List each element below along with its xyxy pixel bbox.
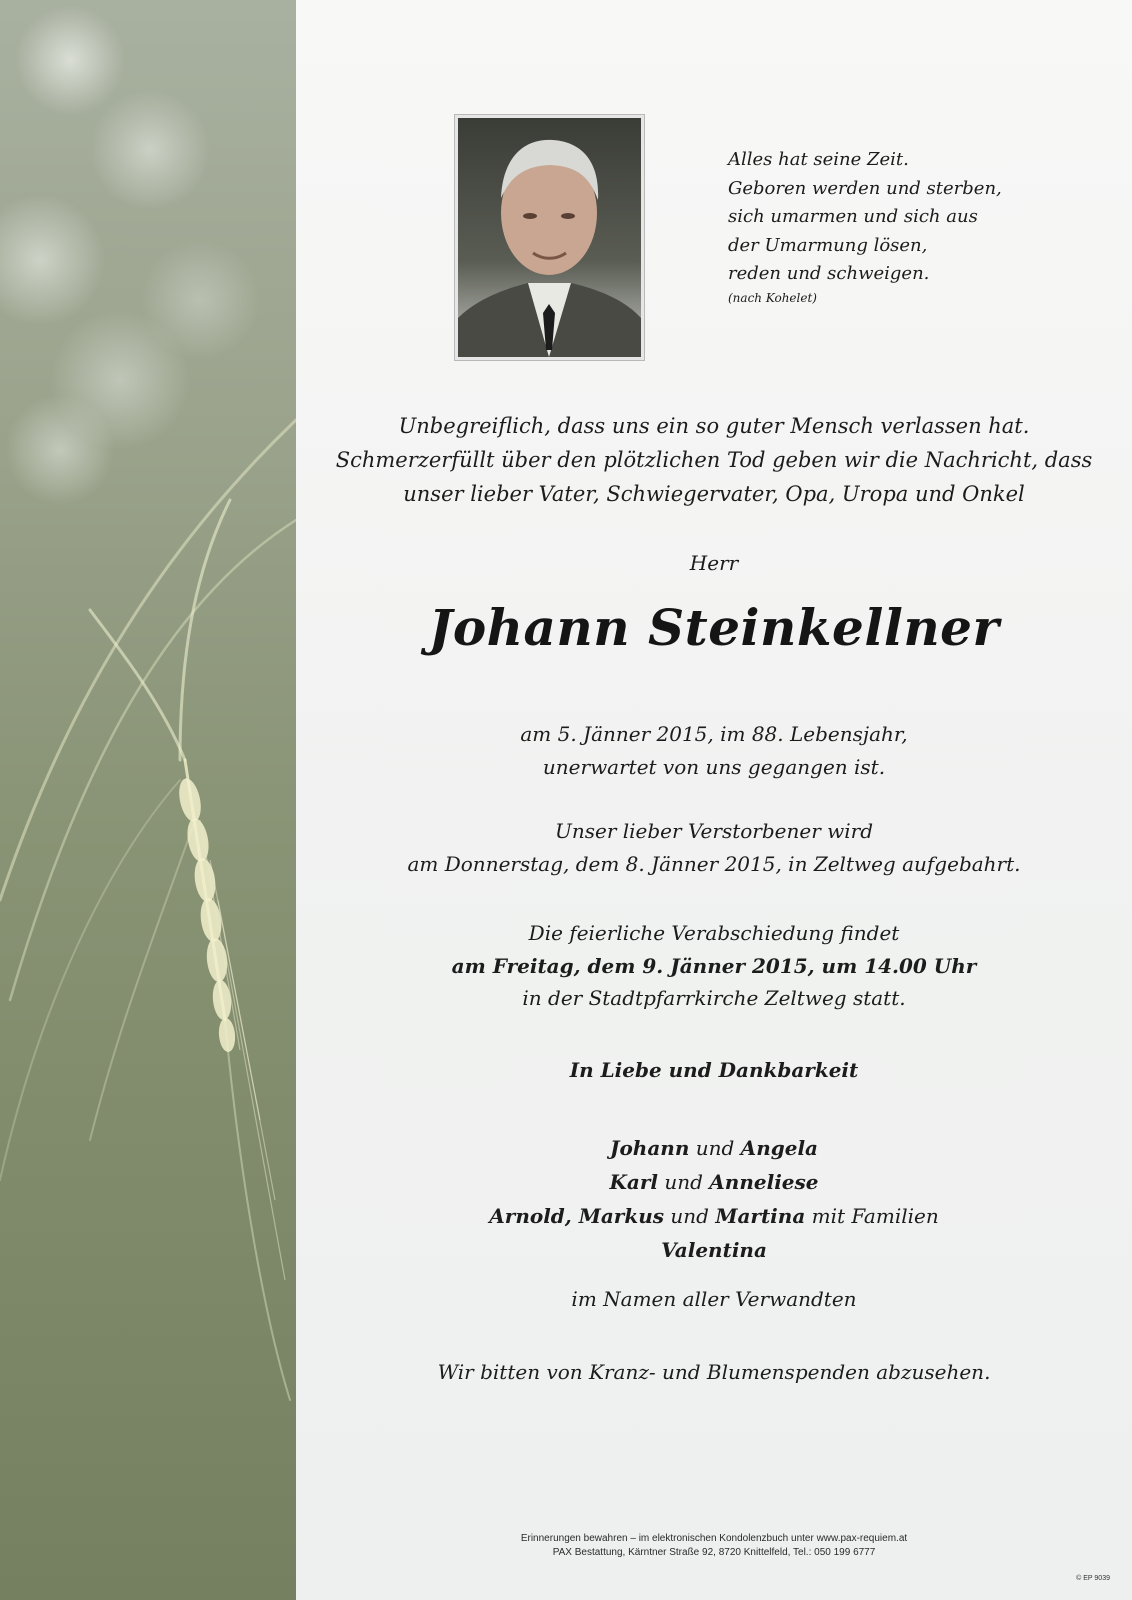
death-line: unerwartet von uns gegangen ist. <box>542 754 886 779</box>
salutation: Herr <box>689 551 739 575</box>
motto-line: Geboren werden und sterben, <box>728 177 1002 199</box>
family-list <box>296 1131 1132 1267</box>
gratitude-heading: In Liebe und Dankbarkeit <box>569 1058 859 1082</box>
farewell-line: Die feierliche Verabschiedung findet <box>528 921 900 945</box>
family-name: Angela <box>740 1136 818 1160</box>
intro-line: Schmerzerfüllt über den plötzlichen Tod geben wir die Nachricht, dass <box>335 448 1093 472</box>
family-connector: und <box>670 1204 709 1228</box>
family-name: Anneliese <box>709 1170 819 1194</box>
farewell-date-line: am Freitag, dem 9. Jänner 2015, um 14.00 Uhr <box>451 953 977 978</box>
family-name: Arnold, Markus <box>489 1204 665 1228</box>
death-line: am 5. Jänner 2015, im 88. Lebensjahr, <box>520 722 908 746</box>
footer-address-line: PAX Bestattung, Kärntner Straße 92, 8720 Knittelfeld, Tel.: 050 199 6777 <box>552 1547 876 1558</box>
footer-condolence-line: Erinnerungen bewahren – im elektronischen Kondolenzbuch unter www.pax-requiem.at <box>520 1533 908 1544</box>
viewing-line: am Donnerstag, dem 8. Jänner 2015, in Zeltweg aufgebahrt. <box>407 852 1021 876</box>
family-row <box>296 1233 1132 1267</box>
donation-request: Wir bitten von Kranz- und Blumenspenden abzusehen. <box>437 1360 991 1384</box>
barley-ear-illustration <box>0 0 296 1600</box>
decorative-side-panel <box>0 0 296 1600</box>
death-notice <box>296 718 1132 783</box>
viewing-line: Unser lieber Verstorbener wird <box>555 819 873 843</box>
farewell-line: in der Stadtpfarrkirche Zeltweg statt. <box>522 986 906 1010</box>
portrait-photo <box>454 114 645 361</box>
family-name: Johann <box>609 1136 690 1160</box>
document-code: © EP 9039 <box>1076 1575 1110 1582</box>
family-connector: und <box>664 1170 703 1194</box>
motto-quote <box>728 146 1028 307</box>
motto-line: reden und schweigen. <box>728 263 930 284</box>
farewell-notice <box>296 917 1132 1015</box>
relatives-line: im Namen aller Verwandten <box>571 1287 857 1311</box>
family-row <box>296 1165 1132 1199</box>
intro-line: Unbegreiflich, dass uns ein so guter Mensch verlassen hat. <box>398 414 1030 438</box>
family-name: Karl <box>609 1170 658 1194</box>
motto-line: der Umarmung lösen, <box>728 234 928 256</box>
motto-source: (nach Kohelet) <box>728 290 817 305</box>
family-name: Valentina <box>661 1238 767 1262</box>
intro-line: unser lieber Vater, Schwiegervater, Opa, Uropa und Onkel <box>403 482 1025 506</box>
viewing-notice <box>296 815 1132 881</box>
family-row <box>296 1131 1132 1165</box>
family-suffix: mit Familien <box>811 1204 939 1228</box>
family-name: Martina <box>715 1204 806 1228</box>
motto-line: Alles hat seine Zeit. <box>728 149 909 170</box>
family-connector: und <box>695 1136 735 1160</box>
family-row <box>296 1199 1132 1233</box>
deceased-name: Johann Steinkellner <box>428 598 1000 657</box>
intro-text <box>296 409 1132 511</box>
motto-line: sich umarmen und sich aus <box>728 206 978 227</box>
